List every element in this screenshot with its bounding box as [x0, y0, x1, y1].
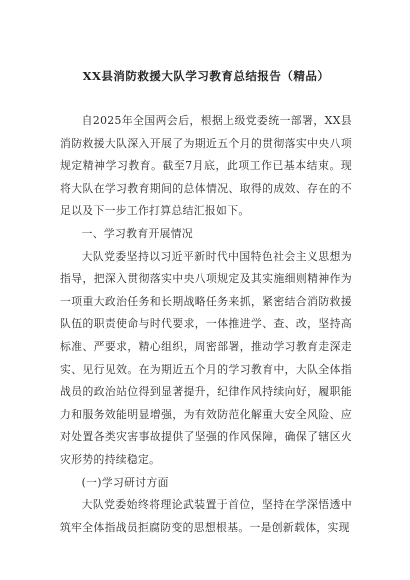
- document-title: XX县消防救援大队学习教育总结报告（精品）: [82, 69, 330, 83]
- section-1-paragraph: 大队党委坚持以习近平新时代中国特色社会主义思想为指导，把深入贯彻落实中央八项规定及其实施细则精神作为一项重大政治任务和长期战略任务来抓，紧密结合消防救援队伍的职责使命与时代要求，一体推进学、查、改，坚持高标准、严要求，精心组织，周密部署，推动学习教育走深走实、见行见效。在为期近五个月的学习教育中，大队全体指战员的政治站位得到显著提升，纪律作风持续向好，履职能力和服务效能明显增强，为有效防范化解重大安全风险、应对处置各类灾害事故提供了坚强的作风保障，确保了辖区火灾形势的持续稳定。: [60, 249, 352, 466]
- intro-paragraph: 自2025年全国两会后，根据上级党委统一部署，XX县消防救援大队深入开展了为期近五个月的贯彻落实中央八项规定精神学习教育。截至7月底，此项工作已基本结束。现将大队在学习教育期间的总体情况、取得的成效、存在的不足以及下一步工作打算总结汇报如下。: [60, 114, 352, 218]
- subsection-heading-1: (一)学习研讨方面: [81, 475, 169, 489]
- section-heading-1: 一、学习教育开展情况: [81, 226, 194, 240]
- subsection-1-paragraph: 大队党委始终将理论武装置于首位，坚持在学深悟透中筑牢全体指战员拒腐防变的思想根基。一是创新载体，实现: [60, 498, 352, 534]
